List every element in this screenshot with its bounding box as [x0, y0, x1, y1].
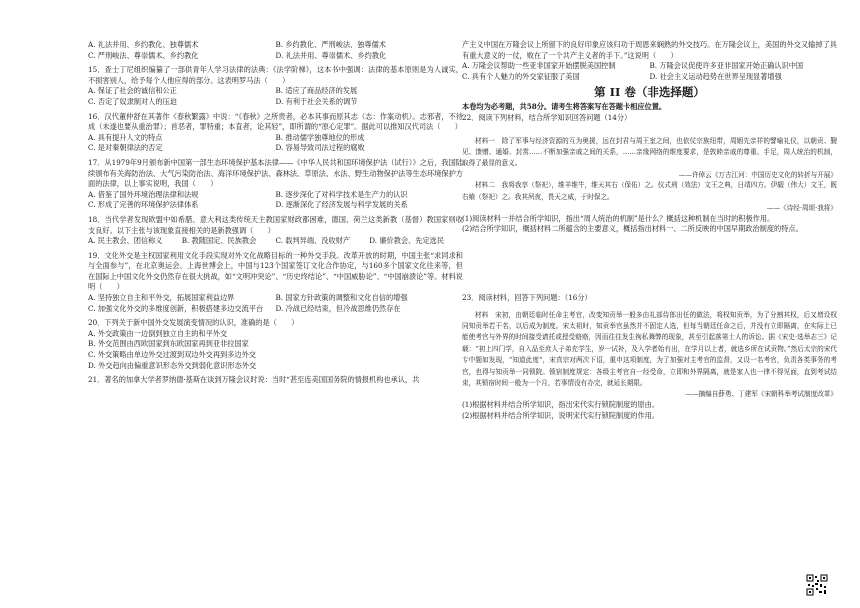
option: A. 外交政策由一边倒到独立自主的和平外交 — [88, 328, 228, 338]
material-2: 材料二 我将我享（祭祀），维羊维牛，维天其右（保佑）之。仪式刑（效法）文王之典，日靖四方。伊嘏（伟大）文王，既右飨（祭祀）之。我其夙夜，畏天之威，于时保之。 — [462, 181, 837, 201]
question-19: 19．文化外交是主权国家利用文化手段实现对外文化战略目标的一种外交手段。改革开放的时期，中国主张“求同求和与全面参与”，在北京奥运会、上海世博会上，中国与123个国家签订文化合作协定，与160多个国家文化往来等，但在国际上中国文化外交仍然存在很大挑战，如“文明冲突论”、“历史终结论”、“中国威胁论”、“中国崩溃论”等。材料说明（ ） — [88, 250, 463, 292]
option: D. 冷战已经结束，但冷战思维仍然存在 — [275, 303, 401, 313]
q15-options — [88, 86, 463, 107]
option: C. 否定了奴隶制对人的压迫 — [88, 96, 177, 106]
option: D. 逐渐深化了经济发展与科学发展的关系 — [275, 200, 408, 210]
option: A. 礼法并用、乡约教化、独尊儒术 — [88, 40, 199, 49]
q19-options — [88, 293, 463, 314]
question-18: 18．当代学者发现欧盟中如希腊、意大利这类传统天主教国家财政都困难，德国、荷兰这类新教（基督）教国家则收支良好。以下主张与该现象直接相关的是新教强调（ ） — [88, 214, 463, 235]
section-title: 第 II 卷（非选择题） — [594, 85, 705, 100]
option: C. 载判异端、没收财产 — [275, 236, 351, 246]
material-23: 材料 宋初，由朝廷临时任命主考官，改变知贡举一般多由礼部侍郎出任的做法，将权知贡举，为了分割其权，后又增设权同知贡举若干名，以后成为制度。宋太祖时，知贡举官虽然并不固定人选，但每当朝廷任命之后，并没有立即隔离，在实际上已能使考官与外界的时间接受请托或授受赂赂，因而往往发生徇私舞弊的现象，甚至引起落第士人的诉讼。据《宋史·选举志三》记载：“初上四门学，自入品至庶人子弟充学生，岁一试补，及入学者始有出，在学月以上者，就选乡所在试贡物。”然后太宗的宋代专中题如发现，“知道此度”，宋真宗对两次下诏，重申这项制度，为了加强对主考官的监督，又设一名考官，负责各类事务的考官，也得与知贡举一同锁院。锁宿制度规定：各级主考官自一经受命，立即和外界隔离，就是家人也一律不得见面，直到考试结束，其锁宿时间一般为一个月，若事情没有办完，就延长期限。 — [462, 310, 837, 387]
option: B. 教随国定、民族教会 — [181, 236, 257, 246]
option: A. 保证了社会的诚信和公正 — [88, 86, 177, 96]
material-2-source: ——《诗经·周颂·我将》 — [766, 204, 837, 213]
option: B. 推动儒学独尊地位的形成 — [275, 132, 365, 142]
question-20: 20．下列关于新中国外交发展演变情况的认识，准确的是（ ） — [88, 318, 299, 328]
option: A. 坚持独立自主和平外交，拓展国家利益边界 — [88, 293, 235, 303]
question-15: 15．查士丁尼组织编纂了一部供青年人学习法律的法典：《法学阶梯》，这本书中强调：法律的基本原则是为人诚实，不损害别人，给予每个人他应得的部分。这表明罗马法（ ） — [88, 65, 463, 85]
question-21: 21．著名的加拿大学者罗纳德·基斯在谈到万隆会议时说：当时“甚至连美国国务院的情报机构也承认，共 — [88, 375, 420, 385]
option: D. 外交趋向由偏重意识形态外交到弱化意识形态外交 — [88, 360, 257, 370]
option: C. 是对秦朝律法的否定 — [88, 143, 163, 153]
option: D. 礼法并用、尊崇儒术、乡约教化 — [275, 50, 387, 60]
option: B. 外交范围由西欧国家到东欧国家再到亚非拉国家 — [88, 339, 249, 349]
material-1-source: ——许倬云《万古江河：中国历史文化的转折与开展》 — [678, 170, 837, 179]
sub-question-2: (2)结合所学知识，概括材料二所蕴含的主要意义，概括指出材料一、二所反映的中国早期政治制度的特点。 — [462, 224, 803, 234]
sub-question-2: (2)根据材料并结合所学知识，说明宋代实行锁院制度的作用。 — [462, 410, 660, 420]
option: D. 容易导致司法过程的腐败 — [275, 143, 365, 153]
question-22: 22．阅读下列材料，结合所学知识回答问题（14分） — [462, 112, 632, 122]
option: D. 有利于社会关系的调节 — [275, 96, 358, 106]
option: B. 乡约教化、严刑峻法、独尊儒术 — [275, 40, 386, 49]
material-1: 材料一 除了军事与经济资源的互为奥援，远在封君与周王室之间，也依仗宗族纽带，周姻先亲祥的譬喻礼仪，以朝贡、觐见、馈赠、通婚、封赏……不断加强亲戚之间的关系，……亲缘网络的维度要求，是敦睦亲戚的尊重、手足，周人统治的机制，取得了最显的意义。 — [462, 136, 837, 168]
question-17: 17．从1979年9月颁布新中国第一部生态环境保护基本法律——《中华人民共和国环境保护法（试行）》之后，我国陆续颁布有关海防治法、大气污染防治法、海洋环境保护法、森林法、草原法、水法、野生动物保护法等生态环境保护方面的法律，以上事实说明，我国（ ） — [88, 157, 463, 189]
sub-question-1: (1)阅读材料一并结合所学知识，指出“周人统治的机制”是什么？概括这种机制在当时的积极作用。 — [462, 213, 775, 223]
option: B. 万隆会议促使许多亚非国家开始正确认识中国 — [649, 61, 804, 71]
option: A. 民主教会、团信称义 — [88, 236, 163, 246]
option: C. 具有个人魅力的外交家征服了美国 — [462, 71, 580, 81]
left-column — [88, 40, 463, 386]
answer-space — [462, 235, 837, 293]
qr-code-icon — [806, 574, 828, 596]
question-16: 16．汉代董仲舒在其著作《春秋繁露》中说：“《春秋》之所贵者，必本其事而原其志（志：作案动机）。志邪者，不待成（未遂也要从重治罪）；首恶者，罪特重；本直者，论其轻”，即所谓的“原心定罪”。据此可以推知汉代司法（ ） — [88, 111, 463, 132]
right-column — [462, 40, 837, 421]
question-21-continued: 产主义中国在万隆会议上所留下的良好印象应该归功于周恩来娴熟的外交技巧。在万隆会议上，美国的外交又输掉了具有重大意义的一仗，败在了一个共产主义者的手下。”这说明（ ） — [462, 40, 837, 60]
q21-options — [462, 61, 837, 82]
option: D. 社会主义运动趋势在世界呈现显著增强 — [649, 71, 782, 81]
option: D. 廉价教会、先定选民 — [369, 236, 445, 246]
q17-options — [88, 190, 463, 211]
option: A. 具有提升人文的特点 — [88, 132, 163, 142]
option: A. 万隆会议帮助一些亚非国家开始摆脱美国控制 — [462, 61, 616, 71]
sub-question-1: (1)根据材料并结合所学知识，指出宋代实行锁院制度的原由。 — [462, 400, 660, 409]
q14-options — [88, 40, 463, 61]
option: C. 外交策略由单边外交过渡到双边外交再到多边外交 — [88, 350, 256, 360]
option: B. 国家方针政策的调整和文化自信的增强 — [275, 293, 408, 303]
section-note: 本卷均为必考题，共58分。请考生将答案写在答题卡相应位置。 — [462, 102, 667, 112]
option: C. 加强文化外交的多维度创新，积极搭建多边交流平台 — [88, 303, 264, 313]
option: C. 形成了完善的环境保护法律体系 — [88, 200, 199, 210]
q16-options — [88, 133, 463, 154]
option: B. 逐步深化了对科学技术是生产力的认识 — [275, 189, 408, 199]
option: C. 严刑峻法、尊崇儒术、乡约教化 — [88, 50, 199, 60]
q18-options — [88, 236, 463, 247]
question-23: 23．阅读材料，回答下列问题：（16分） — [462, 292, 592, 302]
material-23-source: ——摘编自薛勇、丁建军《宋朝科举考试制度改革》 — [685, 390, 837, 399]
option: B. 适应了商品经济的发展 — [275, 86, 358, 96]
option: A. 借鉴了国外环境治理法律和法规 — [88, 189, 199, 199]
